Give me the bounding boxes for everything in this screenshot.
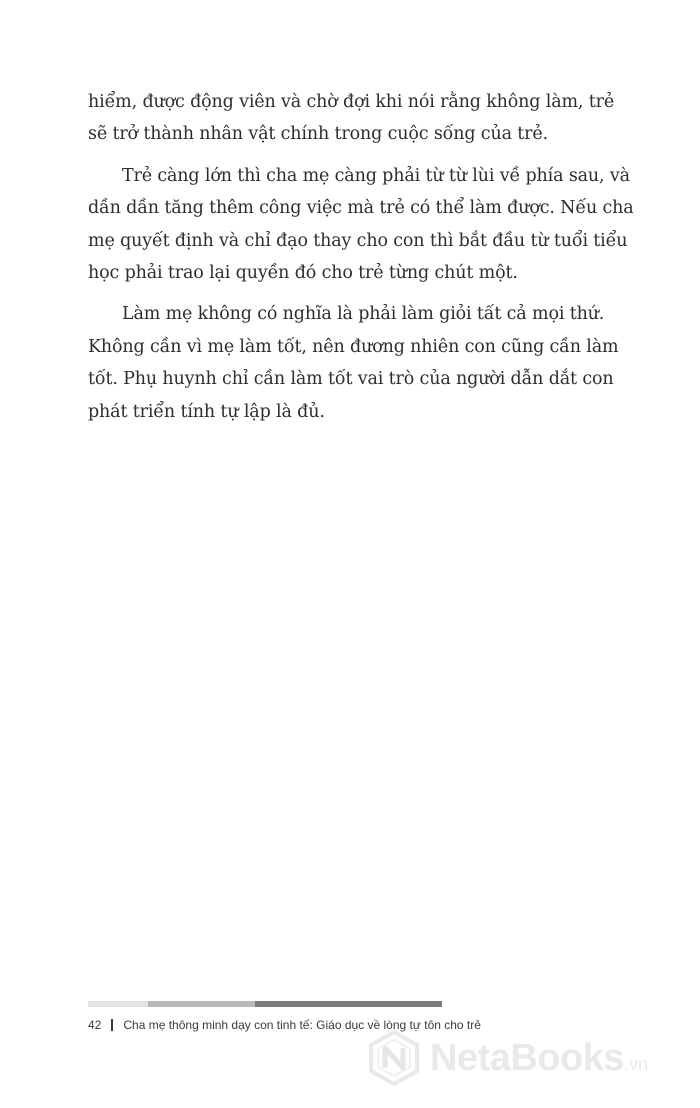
paragraph-1 <box>88 86 628 151</box>
page-number: 42 <box>88 1018 102 1032</box>
text-line: dần dần tăng thêm công việc mà trẻ có thể làm được. Nếu cha <box>88 198 634 219</box>
footer-separator <box>111 1019 113 1031</box>
text-line: Không cần vì mẹ làm tốt, nên đương nhiên con cũng cần làm <box>88 336 619 357</box>
paragraph-3 <box>88 298 628 428</box>
text-line: học phải trao lại quyền đó cho trẻ từng chút một. <box>88 263 518 284</box>
running-title: Cha mẹ thông minh dạy con tinh tế: Giáo dục về lòng tự tôn cho trẻ <box>123 1018 481 1032</box>
paragraph-2 <box>88 160 634 290</box>
text-line: tốt. Phụ huynh chỉ cần làm tốt vai trò của người dẫn dắt con <box>88 369 614 390</box>
text-line: hiểm, được động viên và chờ đợi khi nói rằng không làm, trẻ <box>88 92 615 112</box>
text-line: sẽ trở thành nhân vật chính trong cuộc sống của trẻ. <box>88 124 548 145</box>
bar-segment-mid <box>148 1001 255 1007</box>
bar-segment-light <box>88 1001 148 1007</box>
watermark <box>366 1030 648 1086</box>
text-line: mẹ quyết định và chỉ đạo thay cho con thì bắt đầu từ tuổi tiểu <box>88 230 628 251</box>
text-line: Làm mẹ không có nghĩa là phải làm giỏi tất cả mọi thứ. <box>122 304 605 325</box>
text-line: phát triển tính tự lập là đủ. <box>88 401 325 422</box>
footer-decorative-bar <box>88 1001 442 1007</box>
body-text <box>88 86 634 428</box>
watermark-brand <box>430 1037 648 1080</box>
text-line: Trẻ càng lớn thì cha mẹ càng phải từ từ lùi về phía sau, và <box>122 165 630 186</box>
netabooks-logo-icon <box>366 1030 422 1086</box>
bar-segment-dark <box>255 1001 442 1007</box>
watermark-brand-name: NetaBooks <box>430 1036 624 1079</box>
watermark-tld: .vn <box>624 1053 649 1074</box>
